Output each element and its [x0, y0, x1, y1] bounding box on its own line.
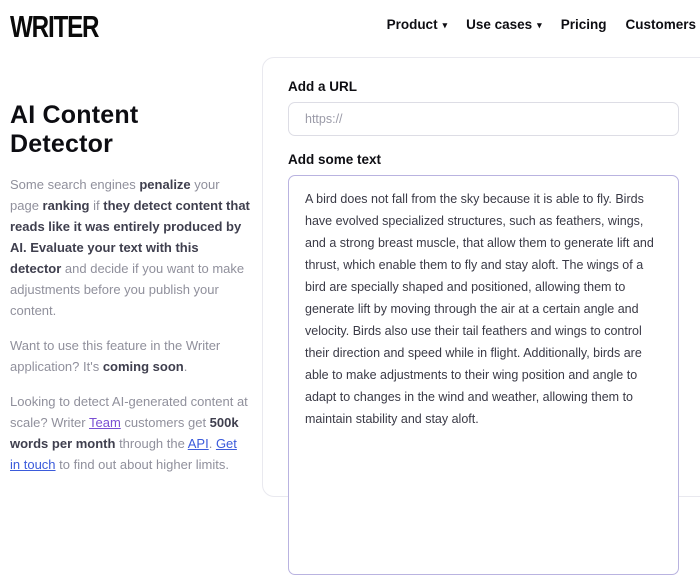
brand-logo[interactable]: WRITER — [10, 9, 99, 44]
text-segment: coming soon — [102, 358, 184, 374]
chevron-down-icon: ▾ — [537, 20, 542, 30]
text-segment: if — [89, 197, 104, 213]
text-segment: customers get — [120, 414, 210, 430]
main-nav — [387, 17, 696, 32]
text-segment: they detect content that reads like it was entirely produced by AI. — [10, 197, 250, 255]
nav-item-customers[interactable] — [625, 17, 696, 32]
nav-item-label: Use cases — [466, 17, 533, 32]
page-title: AI Content Detector — [10, 101, 139, 159]
feature-note-paragraph — [10, 335, 250, 377]
nav-item-use-cases[interactable] — [466, 17, 542, 32]
url-input[interactable] — [288, 102, 679, 136]
intro-paragraph — [10, 174, 250, 321]
text-segment: Evaluate your text with this detector — [10, 239, 199, 276]
text-segment: your page — [10, 176, 220, 213]
text-segment: penalize — [139, 176, 191, 192]
text-segment: 500k words per month — [10, 414, 239, 451]
nav-item-product[interactable] — [387, 17, 448, 32]
nav-item-label: Product — [386, 17, 438, 32]
url-label: Add a URL — [288, 79, 357, 94]
text-segment: . — [208, 435, 216, 451]
text-segment: Want to use this feature in the Writer application? It's — [10, 337, 221, 374]
text-segment: Looking to detect AI-generated content at scale? Writer — [10, 393, 248, 430]
api-note-paragraph — [10, 391, 250, 475]
text-segment: to find out about higher limits. — [55, 456, 229, 472]
text-segment: and decide if you want to make adjustments before you publish your content. — [10, 260, 245, 318]
text-input[interactable] — [288, 175, 679, 575]
nav-item-pricing[interactable] — [561, 17, 607, 32]
text-segment: Some search engines — [10, 176, 140, 192]
nav-item-label: Customers — [625, 17, 696, 32]
chevron-down-icon: ▾ — [442, 20, 448, 30]
link-get-in-touch[interactable]: Get in touch — [10, 435, 237, 472]
text-segment: ranking — [42, 197, 90, 213]
link-api[interactable]: API — [187, 435, 209, 451]
text-label: Add some text — [288, 152, 382, 167]
detector-card — [262, 57, 700, 497]
link-team[interactable]: Team — [89, 414, 121, 430]
text-segment: . — [183, 358, 188, 374]
nav-item-label: Pricing — [560, 17, 607, 32]
text-segment: through the — [115, 435, 188, 451]
sidebar — [10, 101, 250, 475]
